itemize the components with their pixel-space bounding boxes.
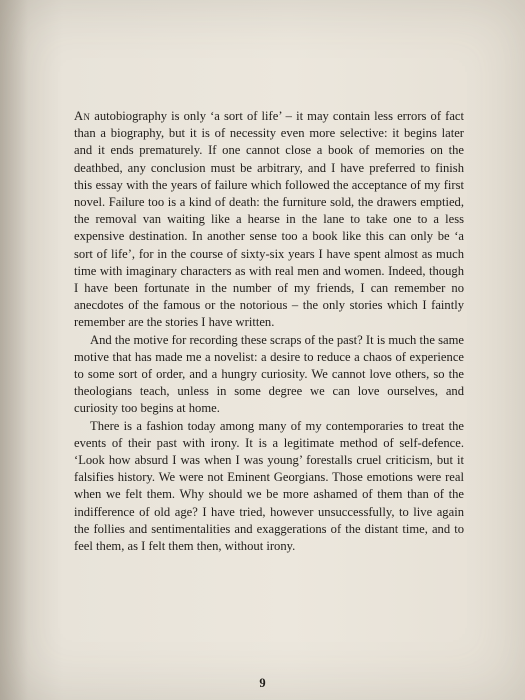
paragraph-2: And the motive for recording these scraps of the past? It is much the same motive that has made me a novelist: a desire to reduce a chaos of experience to some sort of order, and a hungry curiosity. We cannot love others, so the theologians teach, unless in some degree we can love ourselves, and curiosity too begins at home. [74, 332, 464, 416]
page-number: 9 [259, 676, 266, 690]
paragraph-1 [74, 108, 464, 332]
paragraph-3: There is a fashion today among many of my contemporaries to treat the events of their past with irony. It is a legitimate method of self-defence. ‘Look how absurd I was when I was young’ forestalls cruel criticism, but it falsifies history. We were not Eminent Georgians. Those emotions were real when we felt them. Why should we be more ashamed of them than of the indifference of old age? I have tried, however unsuccessfully, to live again the follies and sentimentalities and exaggerations of the distant time, and to feel them, as I felt them then, without irony. [74, 418, 464, 554]
page-gutter-shadow [0, 0, 28, 700]
body-text [74, 108, 464, 555]
paragraph-1-text: autobiography is only ‘a sort of life’ – it may contain less errors of fact than a biography, but it is of necessity even more selective: it begins later and it ends prematurely. If one cannot close a book of memories on the deathbed, any conclusion must be arbitrary, and I have preferred to finish this essay with the years of failure which followed the acceptance of my first novel. Failure too is a kind of death: the furniture sold, the drawers emptied, the removal van waiting like a hearse in the lane to take one to a less expensive destination. In another sense too a book like this can only be ‘a sort of life’, for in the course of sixty-six years I have spent almost as much time with imaginary characters as with real men and women. Indeed, though I have been fortunate in the number of my friends, I can remember no anecdotes of the famous or the notorious – the only stories which I faintly remember are the stories I have written. [74, 109, 464, 330]
paragraph-opening-smallcaps: An [74, 109, 91, 123]
